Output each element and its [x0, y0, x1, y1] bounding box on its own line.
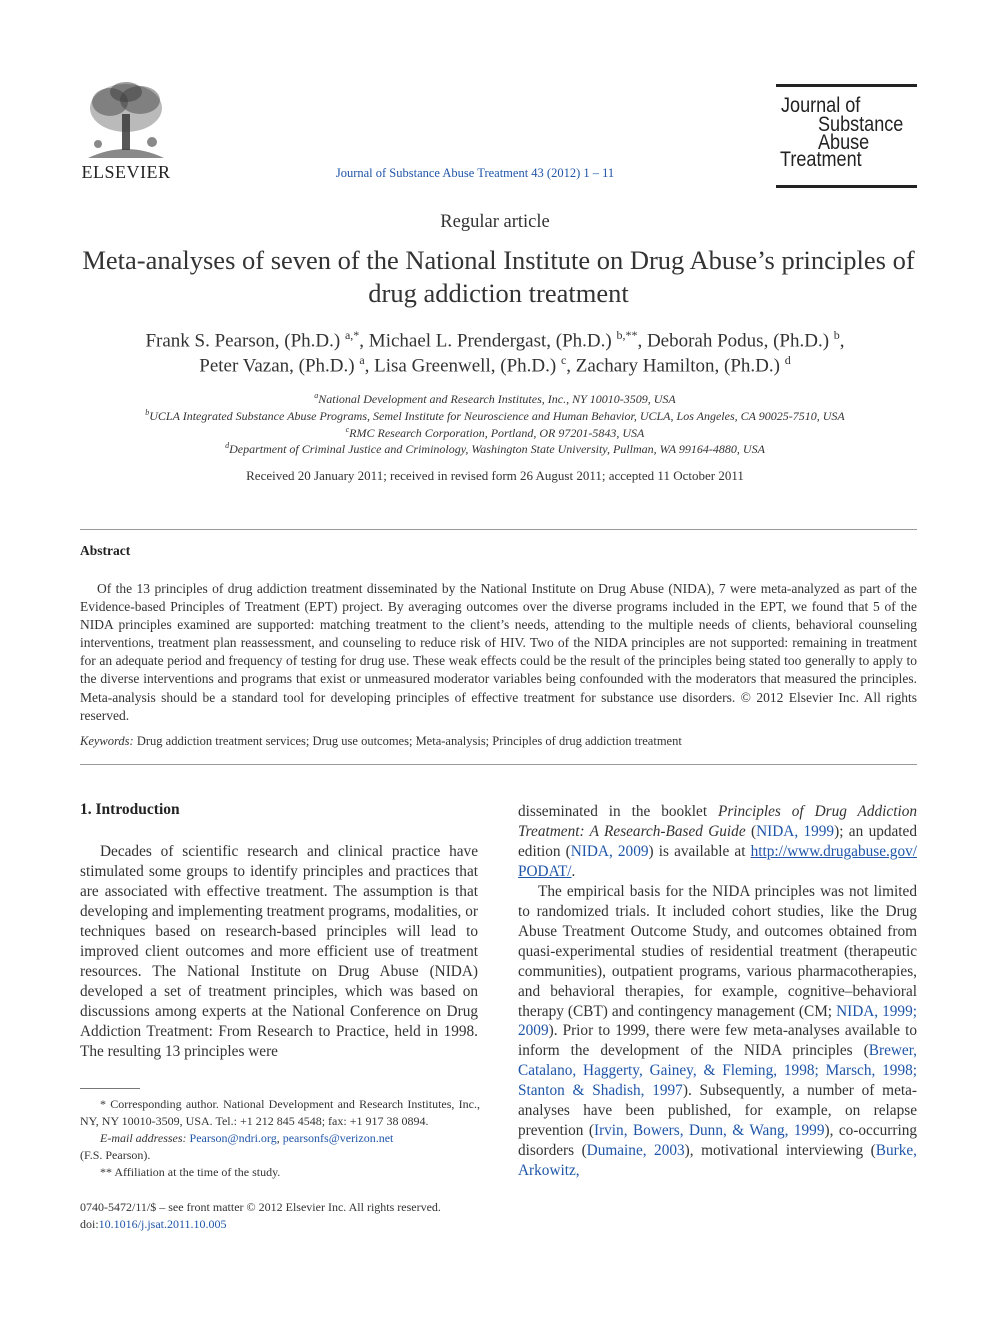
affiliation	[40, 408, 950, 424]
email-link[interactable]: pearsonfs@verizon.net	[282, 1131, 394, 1145]
keywords	[80, 734, 917, 749]
divider	[80, 529, 917, 530]
booklet-title: Principles of Drug Addiction Treatment: A Research-Based Guide	[518, 803, 917, 840]
author-separator: ,	[839, 330, 845, 352]
affiliation-key: a	[314, 391, 319, 400]
text-run: ); an updated edition (	[518, 822, 918, 860]
article-title: Meta-analyses of seven of the National Institute on Drug Abuse’s principles of drug addiction treatment	[82, 245, 915, 308]
author-name: Zachary Hamilton, (Ph.D.)	[575, 355, 780, 377]
paragraph	[518, 882, 917, 1181]
author-name: Frank S. Pearson, (Ph.D.)	[145, 330, 341, 352]
text-run: ) is available at	[648, 842, 751, 860]
url-link[interactable]: http://www.drugabuse.gov/PODAT/	[518, 842, 917, 880]
affiliation-key: b	[145, 408, 150, 417]
affiliation	[40, 391, 950, 407]
footnote: * Corresponding author. National Development and Research Institutes, Inc., NY, NY 10010-3509, USA. Tel.: +1 212 845 4548; fax: +1 917 38 0894.	[80, 1097, 480, 1128]
journal-logo-line: Treatment	[780, 148, 862, 171]
author-line-2	[50, 353, 940, 377]
text-run: .	[571, 862, 576, 880]
author-name: Deborah Podus, (Ph.D.)	[646, 330, 830, 352]
doi-link[interactable]: 10.1016/j.jsat.2011.10.005	[98, 1217, 227, 1231]
article-type: Regular article	[440, 212, 550, 232]
text-run: (	[745, 822, 757, 840]
right-column	[518, 802, 917, 1181]
footnote: (F.S. Pearson).	[80, 1148, 151, 1162]
journal-reference-link[interactable]: Journal of Substance Abuse Treatment 43 (2012) 1 – 11	[335, 166, 615, 180]
issn-line: 0740-5472/11/$ – see front matter © 2012 Elsevier Inc. All rights reserved.	[80, 1200, 441, 1214]
journal-logo-line: Journal of	[781, 94, 861, 117]
journal-logo-line: Abuse	[818, 131, 870, 154]
text-run: The empirical basis for the NIDA principles was not limited to randomized trials. It included cohort studies, like the Drug Abuse Treatment Outcome Study, and outcomes obtained from quasi-experimental studies of residential treatment (therapeutic communities), outpatient programs, various pharmacotherapies, and behavioral therapies, for example, cognitive–behavioral therapy (CBT) and contingency management (CM;	[518, 882, 917, 1020]
doi-line	[80, 1216, 500, 1233]
author-name: Michael L. Prendergast, (Ph.D.)	[368, 330, 612, 352]
front-matter	[80, 1199, 500, 1233]
citation-link[interactable]: NIDA, 1999; 2009	[518, 1002, 917, 1040]
author-separator: ,	[637, 330, 647, 352]
footnote-email	[80, 1130, 480, 1147]
email-label: E-mail addresses:	[100, 1131, 187, 1145]
author-separator: ,	[359, 330, 369, 352]
text-run: disseminated in the booklet	[518, 803, 718, 820]
keywords-label: Keywords:	[80, 734, 134, 748]
text-run: ), co-occurring disorders (	[518, 1122, 917, 1160]
affiliation-text: RMC Research Corporation, Portland, OR 97201-5843, USA	[349, 426, 645, 440]
left-column	[80, 842, 478, 1061]
citation-link[interactable]: Dumaine, 2003	[586, 1142, 685, 1160]
affiliation-key: c	[345, 425, 350, 434]
doi-label: doi:	[80, 1217, 99, 1231]
author-mark[interactable]: d	[784, 353, 791, 367]
citation-link[interactable]: Irvin, Bowers, Dunn, & Wang, 1999	[593, 1122, 825, 1140]
author-name: Peter Vazan, (Ph.D.)	[199, 355, 355, 377]
author-mark[interactable]: a,*	[344, 328, 360, 342]
publisher-name: ELSEVIER	[81, 162, 171, 182]
author-separator: ,	[566, 355, 576, 377]
text-run: ). Subsequently, a number of meta-analyses have been published, for example, on relapse prevention (	[518, 1082, 917, 1140]
email-separator: ,	[276, 1131, 283, 1145]
affiliation	[40, 425, 950, 441]
footnote-divider	[80, 1088, 140, 1089]
email-link[interactable]: Pearson@ndri.org	[189, 1131, 277, 1145]
abstract-heading: Abstract	[80, 543, 131, 558]
author-mark[interactable]: b	[833, 328, 840, 342]
section-heading: 1. Introduction	[80, 801, 180, 818]
journal-logo	[776, 84, 917, 188]
author-mark[interactable]: c	[560, 353, 567, 367]
author-name: Lisa Greenwell, (Ph.D.)	[374, 355, 557, 377]
keywords-list: Drug addiction treatment services; Drug use outcomes; Meta-analysis; Principles of drug addiction treatment	[136, 734, 682, 748]
text-run: ), motivational interviewing (	[684, 1142, 876, 1160]
footnotes	[80, 1096, 480, 1181]
paragraph: Decades of scientific research and clinical practice have stimulated some groups to identify principles and practices that are associated with effective treatment. The assumption is that developing and implementing treatment programs, modalities, or techniques based on research-based principles will lead to improved client outcomes and more efficient use of treatment resources. The National Institute on Drug Abuse (NIDA) developed a set of treatment principles, which was based on discussions among experts at the National Conference on Drug Addiction Treatment: From Research to Practice, held in 1998. The resulting 13 principles were	[80, 843, 478, 1060]
affiliation-text: National Development and Research Institutes, Inc., NY 10010-3509, USA	[318, 392, 676, 406]
citation-link[interactable]: Burke, Arkowitz,	[518, 1142, 917, 1180]
divider	[80, 764, 917, 765]
affiliation-key: d	[225, 441, 230, 450]
abstract-text: Of the 13 principles of drug addiction treatment disseminated by the National Institute on Drug Abuse (NIDA), 7 were meta-analyzed as part of the Evidence-based Principles of Treatment (EPT) project. By averaging outcomes over the diverse programs included in the EPT, we found that 5 of the NIDA principles examined are supported: matching treatment to the client’s needs, attending to the multiple needs of clients, behavioral counseling interventions, treatment plan reassessment, and counseling to reduce risk of HIV. Two of the NIDA principles are not supported: remaining in treatment for an adequate period and frequency of testing for drug use. These weak effects could be the result of the principles being stated too generally to apply to the diverse interventions and programs that exist or unmeasured moderator variables being confounded with the moderators that measured the principles. Meta-analysis should be a standard tool for developing principles of effective treatment for substance use disorders. © 2012 Elsevier Inc. All rights reserved.	[80, 581, 917, 723]
journal-logo-line: Substance	[818, 113, 904, 136]
affiliation-text: UCLA Integrated Substance Abuse Programs, Semel Institute for Neuroscience and Human Behavior, UCLA, Los Angeles, CA 90025-7510, USA	[149, 409, 845, 423]
text-run: ). Prior to 1999, there were few meta-analyses available to inform the development of the NIDA principles (	[518, 1022, 917, 1060]
footnote: ** Affiliation at the time of the study.	[100, 1165, 281, 1179]
citation-link[interactable]: Brewer, Catalano, Haggerty, Gainey, & Fleming, 1998; Marsch, 1998; Stanton & Shadish, 1997	[518, 1042, 917, 1100]
citation-link[interactable]: NIDA, 2009	[570, 842, 649, 860]
citation-link[interactable]: NIDA, 1999	[756, 822, 835, 840]
author-mark[interactable]: b,**	[616, 328, 638, 342]
affiliation-text: Department of Criminal Justice and Criminology, Washington State University, Pullman, WA 99164-4880, USA	[229, 442, 765, 456]
affiliation	[40, 441, 950, 457]
author-separator: ,	[364, 355, 375, 377]
author-line-1	[50, 328, 940, 352]
received-dates: Received 20 January 2011; received in revised form 26 August 2011; accepted 11 October 2011	[246, 468, 744, 483]
paragraph	[518, 802, 917, 882]
author-mark[interactable]: a	[359, 353, 365, 367]
